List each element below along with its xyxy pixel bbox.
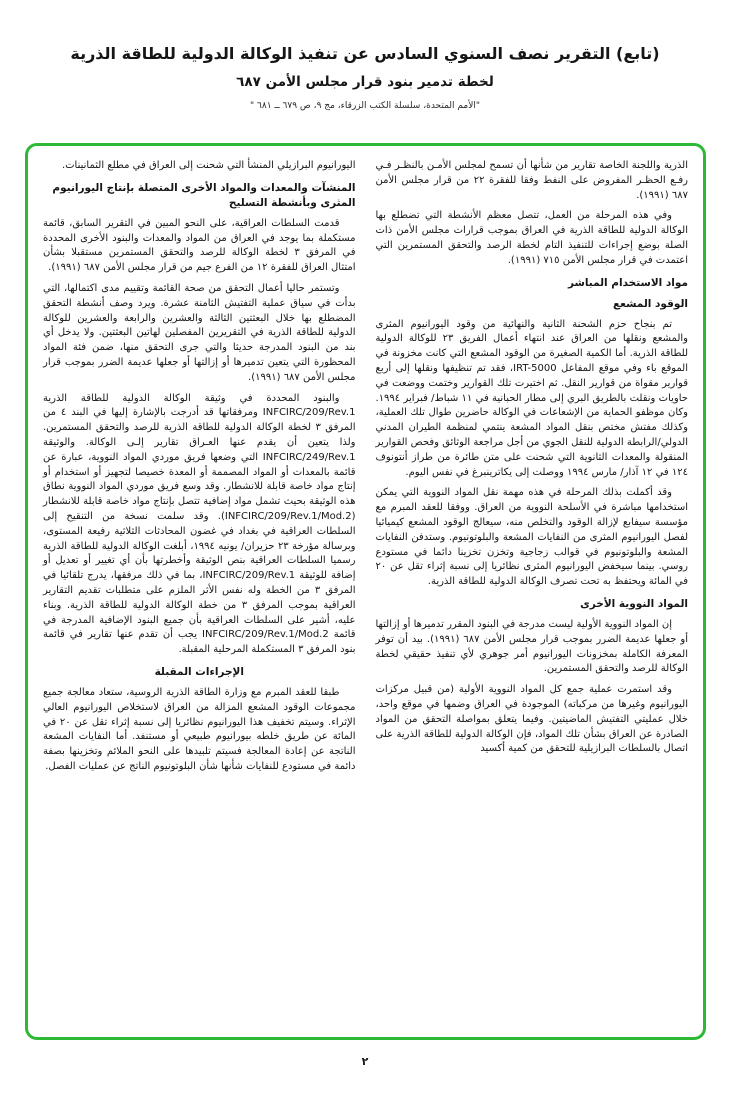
green-bordered-content-box: [25, 143, 706, 1040]
paragraph: طبقا للعقد المبرم مع وزارة الطاقة الذرية الروسية، ستعاد معالجة جميع مجموعات الوقود المشعع المزالة من العراق لاستخلاص اليورانيوم العالي الإثراء. وسيتم تخفيف هذا اليورانيوم نظائريا إلى نسبة إثراء تقل عن ٢٠ في المائة عن طريق خلطه بيورانيوم طبيعي أو مستنفد. أما النفايات المشعة الناتجة عن إعادة المعالجة فسيتم تلبيدها على النحو الملائم وتخزينها بصفة دائمة في مستودع للنفايات شأنها شأن البلوتونيوم الناتج عن عمليات الفصل.: [43, 686, 356, 772]
column-left: [43, 159, 356, 1027]
section-heading-facilities-equipment: المنشآت والمعدات والمواد الأخرى المتصلة بإنتاج اليورانيوم المثرى وبأنشطة التسليح: [52, 181, 356, 209]
document-header: [0, 0, 730, 111]
paragraph: وقد أكملت بذلك المرحلة في هذه مهمة نقل المواد النووية التي يمكن استخدامها مباشرة في الأسلحة النووية من العراق. ووفقا للعقد المبرم مع مؤسسة سيفابع لإزالة الوقود والتخلص منه، سيعالج الوقود المشعع كيميائيا لفصل اليورانيوم المثرى من النفايات المشعة والبلوتونيوم. وستدفن النفايات المشعة والبلوتونيوم في قوالب زجاجية وتخزن تخزينا دائما في مستودع روسي. بينما سيخفض اليورانيوم المثرى نظائريا إلى نسبة إثراء تقل عن ٢٠ في المائة ويحتفظ به تحت تصرف الوكالة الدولية للطاقة الذرية.: [375, 487, 688, 588]
section-heading-irradiated-fuel: الوقود المشعع: [613, 297, 688, 310]
paragraph: وتستمر حاليا أعمال التحقق من صحة القائمة وتقييم مدى اكتمالها، التي بدأت في سياق عملية التفتيش الثامنة عشرة. ويرد وصف أنشطة التحقق المضطلع بها خلال البعثتين الثالثة والعشرين والرابعة والعشرين للوكالة الدولية للطاقة الذرية في التقريرين المفصلين لهاتين البعثتين. ولا يدخل أي بند من البنود المدرجة حديثا والتي جرى التحقق منها، ضمن فئة المواد المحظورة التي يتعين تدميرها أو إزالتها أو جعلها عديمة الضرر بموجب قرار مجلس الأمن ٦٨٧ (١٩٩١).: [43, 282, 356, 383]
paragraph-continuation: اليورانيوم البرازيلي المنشأ التي شحنت إلى العراق في مطلع الثمانينات.: [61, 160, 356, 171]
column-right: [376, 159, 689, 1027]
paragraph: قدمت السلطات العراقية، على النحو المبين في التقرير السابق، قائمة مستكملة بما يوجد في العراق من المواد والمعدات والبنود الأخرى المحددة في المرفق ٣ لخطة الوكالة للرصد والتحقق المستمرين مستقبلا بشأن امتثال العراق للفقرة ١٢ من الفرع جيم من قرار مجلس الأمن ٦٨٧ (١٩٩١).: [43, 217, 356, 274]
paragraph: إن المواد النووية الأولية ليست مدرجة في البنود المقرر تدميرها أو إزالتها أو جعلها عديمة الضرر بموجب قرار مجلس الأمن ٦٨٧ (١٩٩١). بيد أن توفر المعرفة الكاملة بمخزونات اليورانيوم أمر جوهري لأي تنفيذ حقيقي لخطة الوكالة للرصد والتحقق المستمرين.: [375, 618, 688, 675]
paragraph: والبنود المحددة في وثيقة الوكالة الدولية للطاقة الذرية INFCIRC/209/Rev.1 ومرفقاتها قد أدرجت بالإشارة إليها في البند ٤ من المرفق ٣ لخطة الوكالة الدولية للطاقة الذرية للرصد والتحقق المستمرين. ولذا يتعين أن يقدم عنها العـراق تقارير إلـى الوكالة. والوثيقة INFCIRC/249/Rev.1 التي وضعها فريق موردي المواد النووية، عبارة عن قائمة بالمعدات أو المواد المصممة أو المعدة خصيصا لتجهيز أو استخدام أو إنتاج مواد خاصة قابلة للانشطار. وقد وسع فريق موردي المواد النووية نطاق هذه الوثيقة بحيث تشمل مواد إضافية تتصل بإنتاج مواد خاصة قابلة للانشطار (INFCIRC/209/Rev.1/Mod.2). وقد سلمت نسخة من التنقيح إلى السلطات العراقية في بغداد في غضون المحادثات الثلاثية رفيعة المستوى، وبرسالة مؤرخة ٢٣ حزيران/ يونيه ١٩٩٤، أبلغت الوكالة الدولية للطاقة الذرية رسميا السلطات العراقية بنص الوثيقة وأخطرتها بأن أي تغيير أو تعديل أو إضافة للوثيقة INFCIRC/209/Rev.1، بما في ذلك مرفقها، يدرج تلقائيا في المرفق ٣ من الخطة وله نفس الأثر الملزم على متطلبات تقديم التقارير العراقية بموجب المرفق ٣ من خطة الوكالة الدولية للطاقة الذرية. وبناء عليه، أشير على السلطات العراقية بأن جميع البنود الإضافية المدرجة في قائمة INFCIRC/209/Rev.1/Mod.2 يجب أن تقدم عنها تقارير في قائمة بنود المرفق ٣ المستكملة المرحلية المقبلة.: [43, 392, 356, 656]
paragraph: تم بنجاح حزم الشحنة الثانية والنهائية من وقود اليورانيوم المثرى والمشعع ونقلها من العراق عند انتهاء أعمال الفريق ٢٣ للوكالة الدولية للطاقة الذرية. أما الكمية الصغيرة من الوقود المشعع التي كانت مخزونة في الموقع باء وفي موقع المفاعل IRT-5000، فقد تم تنظيفها ونقلها إلى أربع قوارير مقواة من قوارير النقل. ثم اختيرت تلك القوارير وختمت ووضعت في حاويات ونقلت بالطريق البري إلى مطار الحبانية في ١١ شباط/ فبراير ١٩٩٤. وكان موظفو الحماية من الإشعاعات في الوكالة حاضرين طوال تلك العملية، وكذلك مفتش مختص بنقل المواد المشعة ينتمي لمنظمة الطيران المدني الدولي/الرابطة الدولية للنقل الجوي من أجل مراجعة الوثائق وفحص القوارير المنقولة والمعدات الثانوية التي شحنت على متن طائرة من طراز أنتونوف ١٢٤ في ١٢ آذار/ مارس ١٩٩٤ ووصلت إلى يكاترينبرغ في نفس اليوم.: [375, 318, 689, 478]
section-heading-future-actions: الإجراءات المقبلة: [154, 665, 244, 678]
paragraph: وقد استمرت عملية جمع كل المواد النووية الأولية (من قبيل مركزات اليورانيوم وغيرها من مركباته) الموجودة في العراق وضمها في موقع واحد، خلال عمليتي التفتيش الماضيتين. وفيما يتعلق بمواصلة التحقق من المواد الصادرة عن العراق بشأن تلك المواد، فإن الوكالة الدولية للطاقة الذرية على اتصال بالسلطات البرازيلية للتحقق من كمية أكسيد: [375, 684, 688, 755]
page-number: ٢: [361, 1055, 369, 1068]
section-heading-other-nuclear-materials: المواد النووية الأخرى: [580, 597, 688, 610]
paragraph-continuation: الذرية واللجنة الخاصة تقارير من شأنها أن تسمح لمجلس الأمـن بالنظـر فـي رفـع الحظـر المفروض على النفط وفقا للفقرة ٢٢ من قرار مجلس الأمن ٦٨٧ (١٩٩١).: [375, 160, 688, 201]
paragraph: وفي هذه المرحلة من العمل، تتصل معظم الأنشطة التي تضطلع بها الوكالة الدولية للطاقة الذرية في العراق بموجب قرارات مجلس الأمن ذات الصلة بوضع إجراءات للتنفيذ التام لخطة الرصد والتحقق المستمرين التي اعتمدت في قرار مجلس الأمن ٧١٥ (١٩٩١).: [375, 210, 688, 266]
section-heading-direct-use-materials: مواد الاستخدام المباشر: [567, 276, 688, 289]
report-title-line1: (تابع) التقرير نصف السنوي السادس عن تنفيذ الوكالة الدولية للطاقة الذرية: [70, 44, 660, 63]
source-citation: "الأمم المتحدة، سلسلة الكتب الزرقاء، مج ٩، ص ٦٧٩ ــ ٦٨١ ": [250, 101, 480, 111]
report-title-line2: لخطة تدمير بنود قرار مجلس الأمن ٦٨٧: [236, 74, 494, 90]
